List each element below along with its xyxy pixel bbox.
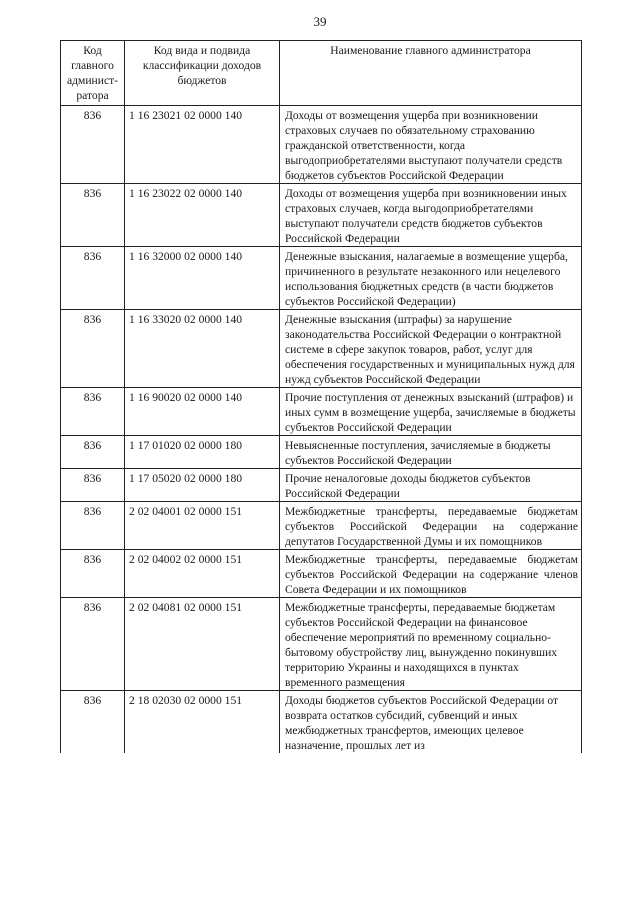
table-row [61,691,582,754]
header-income-code: Код вида и подвида классификации доходов бюджетов [125,41,280,106]
admin-name-cell: Денежные взыскания, налагаемые в возмещение ущерба, причиненного в результате незаконного или нецелевого использования бюджетных средств (в части бюджетов субъектов Российской Федерации) [280,247,582,310]
admin-name-cell: Прочие неналоговые доходы бюджетов субъектов Российской Федерации [280,469,582,502]
income-code-cell: 1 17 01020 02 0000 180 [125,436,280,469]
table-row [61,502,582,550]
table-row [61,388,582,436]
admin-code-cell: 836 [61,691,125,754]
income-code-cell: 1 16 23021 02 0000 140 [125,106,280,184]
admin-name-cell: Денежные взыскания (штрафы) за нарушение законодательства Российской Федерации о контрактной системе в сфере закупок товаров, работ, услуг для обеспечения государственных и муниципальных нужд для нужд субъектов Российской Федерации [280,310,582,388]
table-row [61,598,582,691]
table-row [61,247,582,310]
admin-code-cell: 836 [61,310,125,388]
income-code-cell: 1 16 33020 02 0000 140 [125,310,280,388]
income-code-cell: 2 02 04002 02 0000 151 [125,550,280,598]
table-row [61,469,582,502]
admin-name-cell: Невыясненные поступления, зачисляемые в бюджеты субъектов Российской Федерации [280,436,582,469]
admin-code-cell: 836 [61,598,125,691]
income-code-cell: 1 17 05020 02 0000 180 [125,469,280,502]
table-row [61,184,582,247]
table-row [61,310,582,388]
header-admin-code: Код главного админист-ратора [61,41,125,106]
admin-code-cell: 836 [61,247,125,310]
income-code-cell: 1 16 32000 02 0000 140 [125,247,280,310]
income-code-cell: 2 18 02030 02 0000 151 [125,691,280,754]
admin-name-cell: Прочие поступления от денежных взысканий (штрафов) и иных сумм в возмещение ущерба, зачисляемые в бюджеты субъектов Российской Федерации [280,388,582,436]
header-admin-name: Наименование главного администратора [280,41,582,106]
income-code-cell: 1 16 90020 02 0000 140 [125,388,280,436]
table-row [61,106,582,184]
income-classification-table [60,40,582,753]
page-number: 39 [313,14,327,29]
admin-name-cell: Межбюджетные трансферты, передаваемые бюджетам субъектов Российской Федерации на финансовое обеспечение мероприятий по временному социально-бытовому обустройству лиц, вынужденно покинувших территорию Украины и находящихся в пунктах временного размещения [280,598,582,691]
admin-name-cell: Доходы от возмещения ущерба при возникновении страховых случаев по обязательному страхованию гражданской ответственности, когда выгодоприобретателями выступают получатели средств бюджетов субъектов Российской Федерации [280,106,582,184]
admin-code-cell: 836 [61,550,125,598]
admin-name-cell: Межбюджетные трансферты, передаваемые бюджетам субъектов Российской Федерации на содержание депутатов Государственной Думы и их помощников [280,502,582,550]
admin-name-cell: Доходы бюджетов субъектов Российской Федерации от возврата остатков субсидий, субвенций и иных межбюджетных трансфертов, имеющих целевое назначение, прошлых лет из [280,691,582,754]
admin-code-cell: 836 [61,184,125,247]
admin-code-cell: 836 [61,469,125,502]
income-code-cell: 2 02 04081 02 0000 151 [125,598,280,691]
admin-code-cell: 836 [61,502,125,550]
table-row [61,436,582,469]
table-header-row [61,41,582,106]
income-code-cell: 2 02 04001 02 0000 151 [125,502,280,550]
admin-name-cell: Доходы от возмещения ущерба при возникновении иных страховых случаев, когда выгодоприобретателями выступают получатели средств бюджетов субъектов Российской Федерации [280,184,582,247]
admin-name-cell: Межбюджетные трансферты, передаваемые бюджетам субъектов Российской Федерации на содержание членов Совета Федерации и их помощников [280,550,582,598]
income-code-cell: 1 16 23022 02 0000 140 [125,184,280,247]
admin-code-cell: 836 [61,436,125,469]
table-row [61,550,582,598]
admin-code-cell: 836 [61,106,125,184]
admin-code-cell: 836 [61,388,125,436]
